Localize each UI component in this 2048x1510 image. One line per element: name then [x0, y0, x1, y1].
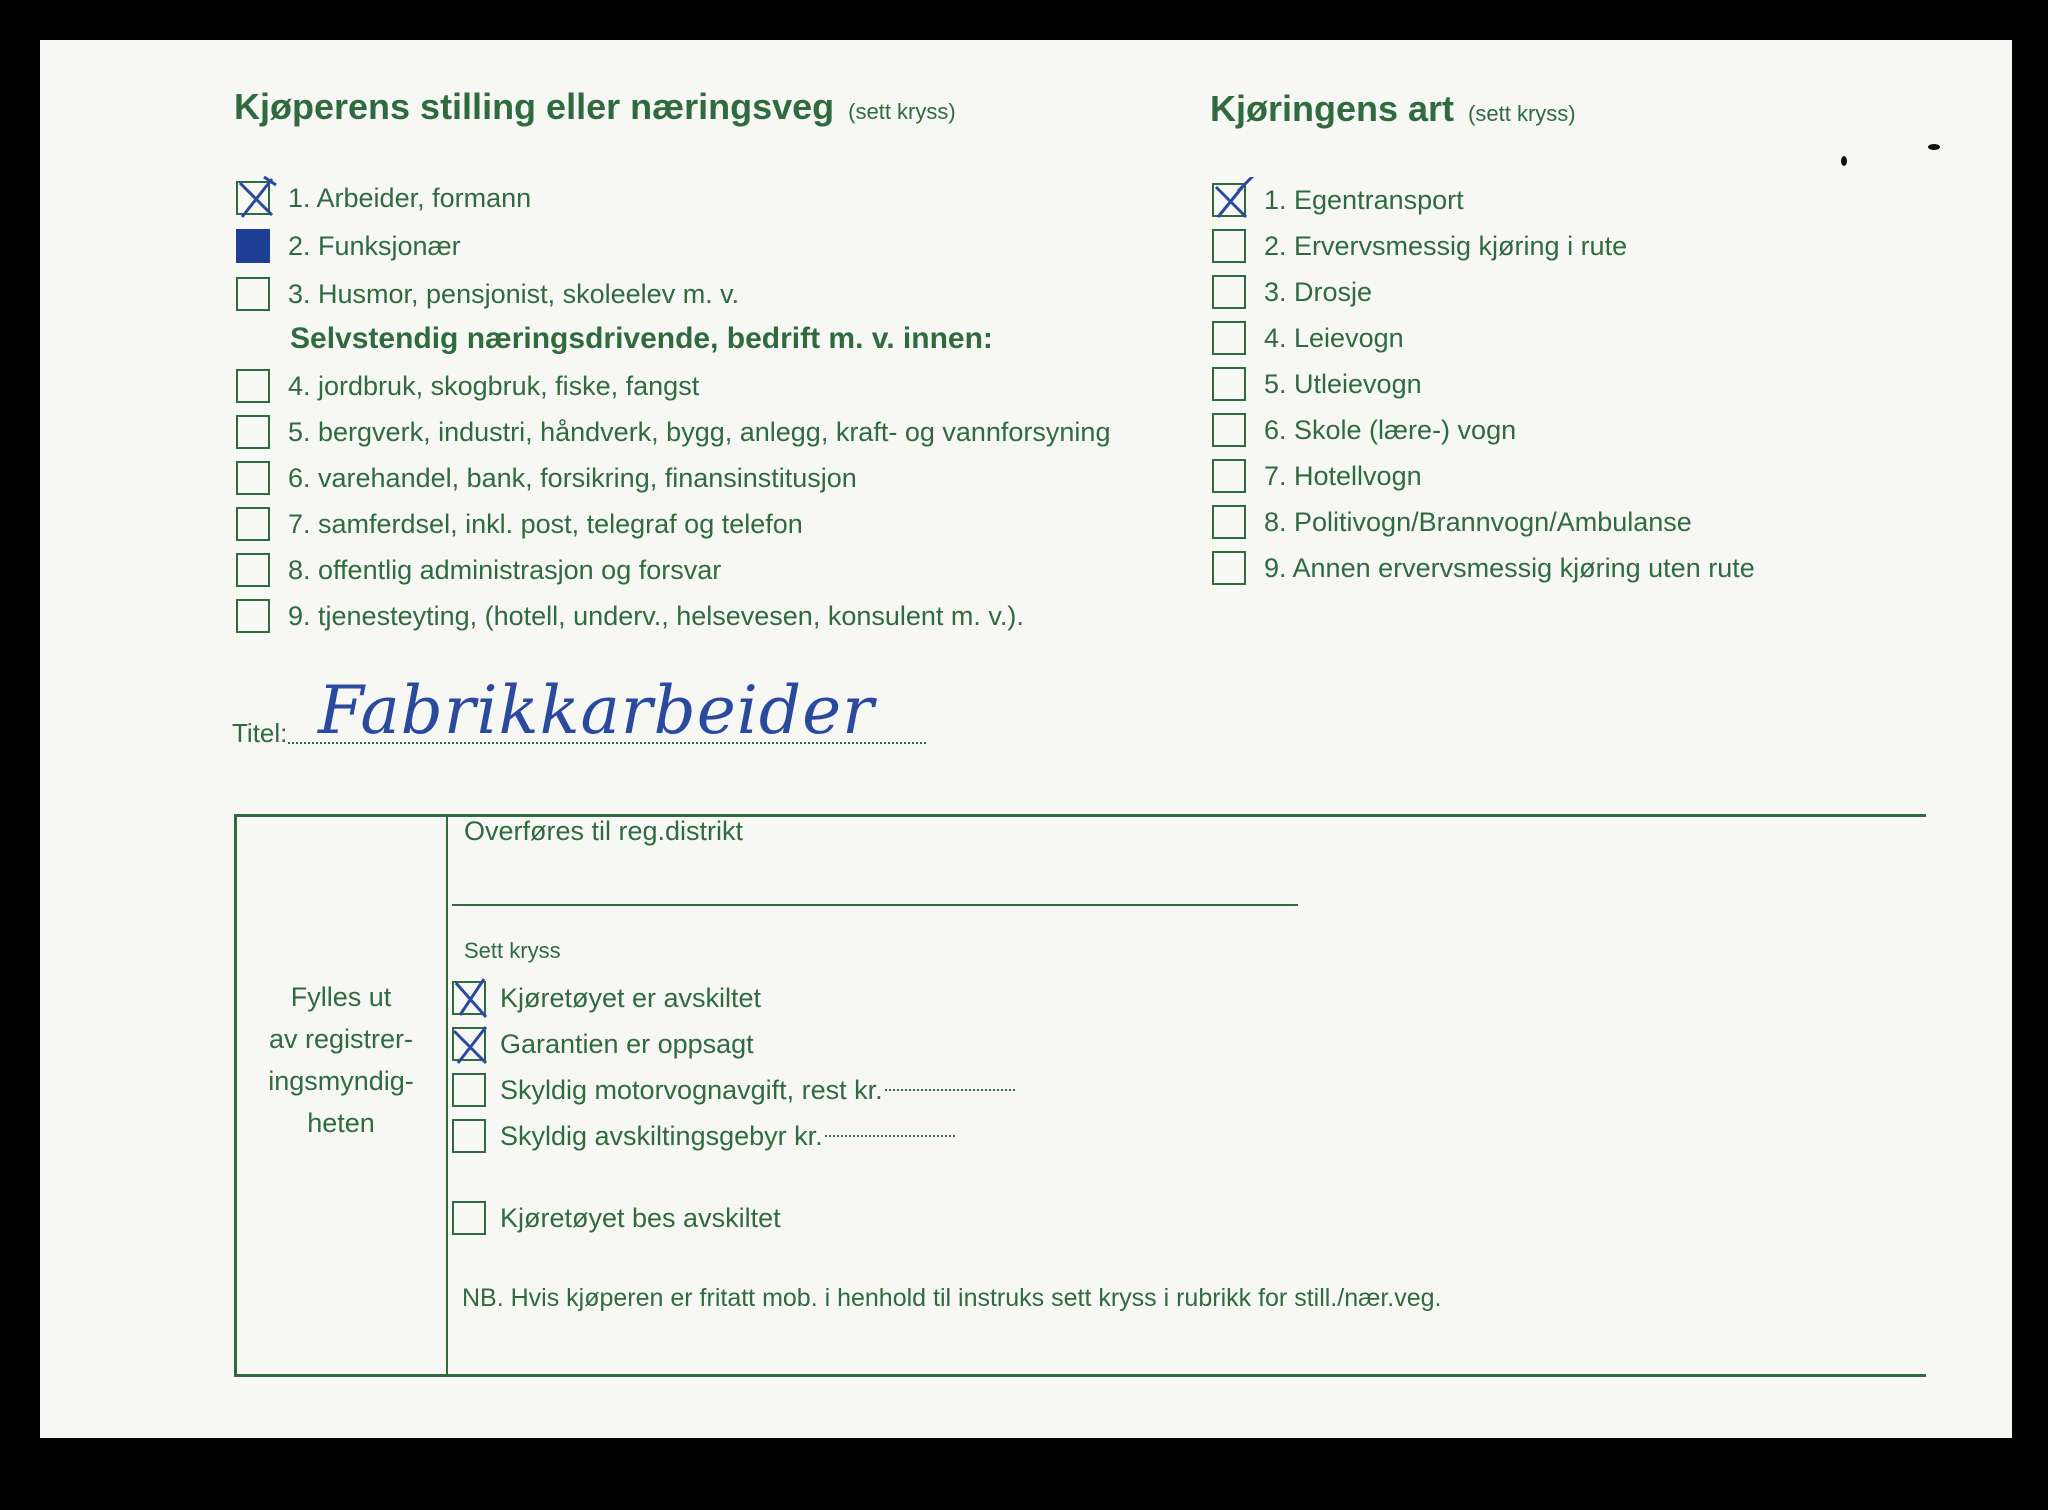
titel-handwritten-value[interactable]: Fabrikkarbeider [318, 672, 875, 749]
side-line: av registrer- [268, 1024, 414, 1054]
registry-option-3[interactable] [452, 1070, 1015, 1110]
check-cross-icon [450, 1021, 494, 1067]
ink-speck [1841, 156, 1847, 166]
registry-option-4[interactable] [452, 1116, 955, 1156]
checkbox[interactable] [236, 553, 270, 587]
driving-type-option-2[interactable] [1212, 226, 1627, 266]
transfer-label: Overføres til reg.distrikt [464, 816, 744, 846]
option-label: Kjøretøyet er avskiltet [500, 982, 762, 1013]
checkbox[interactable] [1212, 459, 1246, 493]
occupation-option-1[interactable] [236, 178, 531, 218]
driving-type-option-8[interactable] [1212, 502, 1692, 542]
option-label: Garantien er oppsagt [500, 1028, 754, 1059]
registry-side-label [238, 976, 444, 1144]
check-cross-icon [450, 975, 494, 1021]
checkbox[interactable] [236, 507, 270, 541]
option-label: 4. Leievogn [1264, 322, 1404, 353]
driving-type-option-7[interactable] [1212, 456, 1422, 496]
occupation-option-9[interactable] [236, 596, 1024, 636]
occupation-option-6[interactable] [236, 458, 857, 498]
occupation-option-8[interactable] [236, 550, 721, 590]
option-label: Skyldig motorvognavgift, rest kr. [500, 1074, 883, 1105]
table-bottom-border [234, 1374, 1926, 1377]
option-label: 6. varehandel, bank, forsikring, finansinstitusjon [288, 462, 857, 493]
option-label: 4. jordbruk, skogbruk, fiske, fangst [288, 370, 700, 401]
occupation-option-7[interactable] [236, 504, 803, 544]
check-heading: Sett kryss [464, 938, 561, 963]
amount-dotted-line[interactable] [885, 1089, 1015, 1091]
form-card [40, 40, 2012, 1438]
driving-type-option-4[interactable] [1212, 318, 1404, 358]
checkbox[interactable] [236, 415, 270, 449]
occupation-option-3[interactable] [236, 274, 739, 314]
registry-option-5[interactable] [452, 1198, 781, 1238]
checkbox[interactable] [236, 369, 270, 403]
driving-type-option-5[interactable] [1212, 364, 1422, 404]
transfer-input-line[interactable] [452, 904, 1298, 906]
option-label: 3. Husmor, pensjonist, skoleelev m. v. [288, 278, 740, 309]
checkbox[interactable] [452, 1201, 486, 1235]
option-label: 8. Politivogn/Brannvogn/Ambulanse [1264, 506, 1692, 537]
checkbox[interactable] [1212, 505, 1246, 539]
right-heading-note: (sett kryss) [1468, 101, 1576, 126]
checkbox[interactable] [236, 277, 270, 311]
registry-option-1[interactable] [452, 978, 761, 1018]
option-label: 8. offentlig administrasjon og forsvar [288, 554, 722, 585]
checkbox[interactable] [1212, 413, 1246, 447]
check-cross-icon [1210, 177, 1254, 223]
option-label: 1. Egentransport [1264, 184, 1464, 215]
table-left-border [234, 814, 237, 1376]
option-label: 9. tjenesteyting, (hotell, underv., helsevesen, konsulent m. v.). [288, 600, 1024, 631]
option-label: 9. Annen ervervsmessig kjøring uten rute [1264, 552, 1755, 583]
option-label: 6. Skole (lære-) vogn [1264, 414, 1517, 445]
check-cross-icon [234, 175, 278, 221]
left-heading-text: Kjøperens stilling eller næringsveg [234, 86, 835, 127]
checkbox[interactable] [236, 461, 270, 495]
checkbox[interactable] [1212, 367, 1246, 401]
driving-type-option-1[interactable] [1212, 180, 1464, 220]
option-label: 1. Arbeider, formann [288, 182, 532, 213]
checkbox[interactable] [452, 981, 486, 1015]
option-label: Skyldig avskiltingsgebyr kr. [500, 1120, 823, 1151]
side-line: Fylles ut [290, 982, 392, 1012]
right-heading [1210, 88, 1576, 130]
option-label: 2. Funksjonær [288, 230, 461, 261]
option-label: 3. Drosje [1264, 276, 1373, 307]
table-divider [446, 814, 448, 1376]
driving-type-option-6[interactable] [1212, 410, 1516, 450]
titel-label: Titel: [232, 718, 288, 748]
option-label: Kjøretøyet bes avskiltet [500, 1202, 781, 1233]
checkbox[interactable] [1212, 551, 1246, 585]
option-label: 7. samferdsel, inkl. post, telegraf og telefon [288, 508, 803, 539]
option-label: 2. Ervervsmessig kjøring i rute [1264, 230, 1628, 261]
self-employed-subheading: Selvstendig næringsdrivende, bedrift m. v. innen: [290, 322, 993, 355]
option-label: 5. bergverk, industri, håndverk, bygg, anlegg, kraft- og vannforsyning [288, 416, 1111, 447]
ink-speck [1928, 144, 1940, 150]
checkbox[interactable] [452, 1073, 486, 1107]
occupation-option-5[interactable] [236, 412, 1110, 452]
registry-option-2[interactable] [452, 1024, 754, 1064]
checkbox[interactable] [452, 1027, 486, 1061]
checkbox-filled[interactable] [236, 229, 270, 263]
driving-type-option-9[interactable] [1212, 548, 1755, 588]
checkbox[interactable] [1212, 275, 1246, 309]
amount-dotted-line[interactable] [825, 1135, 955, 1137]
left-heading-note: (sett kryss) [848, 99, 956, 124]
side-line: heten [307, 1108, 375, 1138]
driving-type-option-3[interactable] [1212, 272, 1372, 312]
left-heading [234, 86, 956, 128]
checkbox[interactable] [1212, 229, 1246, 263]
checkbox[interactable] [1212, 321, 1246, 355]
checkbox[interactable] [236, 599, 270, 633]
checkbox[interactable] [452, 1119, 486, 1153]
checkbox[interactable] [1212, 183, 1246, 217]
checkbox[interactable] [236, 181, 270, 215]
nb-note: NB. Hvis kjøperen er fritatt mob. i henhold til instruks sett kryss i rubrikk for still./nær.veg. [462, 1284, 1442, 1312]
option-label: 5. Utleievogn [1264, 368, 1422, 399]
option-label: 7. Hotellvogn [1264, 460, 1422, 491]
right-heading-text: Kjøringens art [1210, 88, 1455, 129]
occupation-option-2[interactable] [236, 226, 461, 266]
occupation-option-4[interactable] [236, 366, 699, 406]
side-line: ingsmyndig- [268, 1066, 414, 1096]
